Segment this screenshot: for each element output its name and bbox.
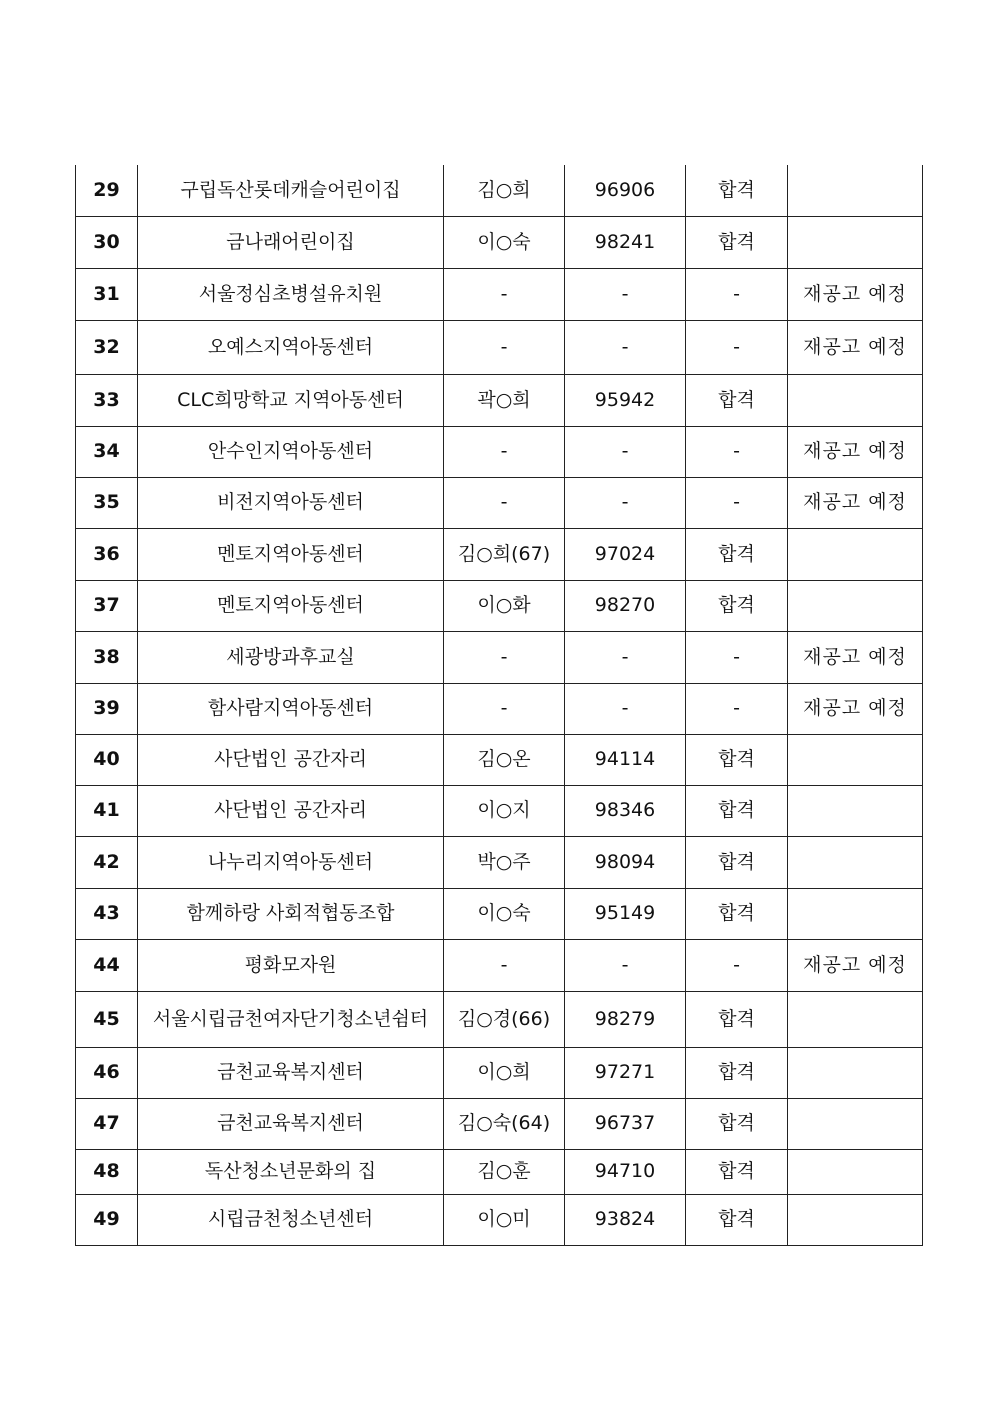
- exam-number: 98346: [565, 785, 686, 836]
- row-number: 35: [76, 477, 138, 528]
- table-row: [76, 320, 923, 374]
- remark-text: [788, 888, 923, 939]
- institution-name: 사단법인 공간자리: [138, 734, 444, 785]
- row-number: 46: [76, 1047, 138, 1098]
- row-number: 49: [76, 1194, 138, 1245]
- applicant-name: 김○희(67): [444, 528, 565, 580]
- remark-text: 재공고 예정: [788, 426, 923, 477]
- row-number: 45: [76, 991, 138, 1047]
- table-row: [76, 426, 923, 477]
- exam-number: 94710: [565, 1149, 686, 1194]
- exam-number: 96906: [565, 165, 686, 216]
- row-number: 29: [76, 165, 138, 216]
- result-status: -: [686, 683, 788, 734]
- exam-number: 95149: [565, 888, 686, 939]
- remark-text: [788, 734, 923, 785]
- row-number: 41: [76, 785, 138, 836]
- result-status: -: [686, 426, 788, 477]
- remark-text: [788, 1194, 923, 1245]
- table-row: [76, 528, 923, 580]
- exam-number: 95942: [565, 374, 686, 426]
- result-status: -: [686, 477, 788, 528]
- table-row: [76, 785, 923, 836]
- remark-text: [788, 1047, 923, 1098]
- table-row: [76, 631, 923, 683]
- row-number: 44: [76, 939, 138, 991]
- remark-text: 재공고 예정: [788, 320, 923, 374]
- result-status: 합격: [686, 734, 788, 785]
- institution-name: 구립독산롯데캐슬어린이집: [138, 165, 444, 216]
- table-row: [76, 1047, 923, 1098]
- row-number: 37: [76, 580, 138, 631]
- applicant-name: 김○온: [444, 734, 565, 785]
- exam-number: 97271: [565, 1047, 686, 1098]
- institution-name: 멘토지역아동센터: [138, 580, 444, 631]
- institution-name: 함사람지역아동센터: [138, 683, 444, 734]
- applicant-name: 김○숙(64): [444, 1098, 565, 1149]
- table-row: [76, 1194, 923, 1245]
- row-number: 33: [76, 374, 138, 426]
- row-number: 30: [76, 216, 138, 268]
- table-row: [76, 1149, 923, 1194]
- exam-number: 98241: [565, 216, 686, 268]
- table-row: [76, 939, 923, 991]
- applicant-name: -: [444, 939, 565, 991]
- applicant-name: 박○주: [444, 836, 565, 888]
- institution-name: 시립금천청소년센터: [138, 1194, 444, 1245]
- result-table: [75, 165, 923, 1246]
- result-table-body: [76, 165, 923, 1245]
- remark-text: [788, 374, 923, 426]
- result-status: -: [686, 268, 788, 320]
- applicant-name: 이○희: [444, 1047, 565, 1098]
- result-status: 합격: [686, 991, 788, 1047]
- table-row: [76, 580, 923, 631]
- institution-name: 함께하랑 사회적협동조합: [138, 888, 444, 939]
- row-number: 43: [76, 888, 138, 939]
- exam-number: -: [565, 939, 686, 991]
- result-status: 합격: [686, 1194, 788, 1245]
- applicant-name: -: [444, 268, 565, 320]
- exam-number: -: [565, 426, 686, 477]
- exam-number: 98094: [565, 836, 686, 888]
- applicant-name: 이○숙: [444, 216, 565, 268]
- result-status: 합격: [686, 374, 788, 426]
- institution-name: 평화모자원: [138, 939, 444, 991]
- applicant-name: -: [444, 477, 565, 528]
- institution-name: 오예스지역아동센터: [138, 320, 444, 374]
- table-row: [76, 683, 923, 734]
- institution-name: 금천교육복지센터: [138, 1098, 444, 1149]
- table-row: [76, 734, 923, 785]
- remark-text: [788, 991, 923, 1047]
- result-status: 합격: [686, 580, 788, 631]
- remark-text: 재공고 예정: [788, 268, 923, 320]
- exam-number: -: [565, 320, 686, 374]
- institution-name: 금천교육복지센터: [138, 1047, 444, 1098]
- row-number: 39: [76, 683, 138, 734]
- row-number: 32: [76, 320, 138, 374]
- table-row: [76, 374, 923, 426]
- applicant-name: -: [444, 683, 565, 734]
- exam-number: -: [565, 268, 686, 320]
- table-row: [76, 1098, 923, 1149]
- remark-text: [788, 1098, 923, 1149]
- result-status: 합격: [686, 888, 788, 939]
- applicant-name: 이○지: [444, 785, 565, 836]
- result-status: 합격: [686, 216, 788, 268]
- applicant-name: 이○숙: [444, 888, 565, 939]
- table-row: [76, 477, 923, 528]
- exam-number: 93824: [565, 1194, 686, 1245]
- exam-number: 98270: [565, 580, 686, 631]
- applicant-name: -: [444, 320, 565, 374]
- remark-text: [788, 165, 923, 216]
- remark-text: 재공고 예정: [788, 939, 923, 991]
- table-row: [76, 888, 923, 939]
- remark-text: [788, 216, 923, 268]
- row-number: 31: [76, 268, 138, 320]
- institution-name: 세광방과후교실: [138, 631, 444, 683]
- exam-number: -: [565, 683, 686, 734]
- table-row: [76, 991, 923, 1047]
- result-status: 합격: [686, 836, 788, 888]
- remark-text: [788, 785, 923, 836]
- result-status: 합격: [686, 165, 788, 216]
- exam-number: 94114: [565, 734, 686, 785]
- applicant-name: 김○희: [444, 165, 565, 216]
- result-status: -: [686, 320, 788, 374]
- applicant-name: 김○경(66): [444, 991, 565, 1047]
- remark-text: [788, 836, 923, 888]
- institution-name: 서울시립금천여자단기청소년쉼터: [138, 991, 444, 1047]
- institution-name: 사단법인 공간자리: [138, 785, 444, 836]
- table-row: [76, 268, 923, 320]
- applicant-name: 김○훈: [444, 1149, 565, 1194]
- institution-name: 안수인지역아동센터: [138, 426, 444, 477]
- applicant-name: 이○화: [444, 580, 565, 631]
- row-number: 36: [76, 528, 138, 580]
- applicant-name: 이○미: [444, 1194, 565, 1245]
- exam-number: 96737: [565, 1098, 686, 1149]
- remark-text: 재공고 예정: [788, 631, 923, 683]
- row-number: 40: [76, 734, 138, 785]
- applicant-name: 곽○희: [444, 374, 565, 426]
- row-number: 47: [76, 1098, 138, 1149]
- remark-text: 재공고 예정: [788, 683, 923, 734]
- institution-name: 나누리지역아동센터: [138, 836, 444, 888]
- exam-number: 98279: [565, 991, 686, 1047]
- table-row: [76, 216, 923, 268]
- institution-name: 독산청소년문화의 집: [138, 1149, 444, 1194]
- applicant-name: -: [444, 426, 565, 477]
- institution-name: 멘토지역아동센터: [138, 528, 444, 580]
- row-number: 48: [76, 1149, 138, 1194]
- exam-number: 97024: [565, 528, 686, 580]
- result-status: 합격: [686, 1149, 788, 1194]
- row-number: 38: [76, 631, 138, 683]
- exam-number: -: [565, 477, 686, 528]
- result-status: -: [686, 631, 788, 683]
- result-status: 합격: [686, 785, 788, 836]
- remark-text: 재공고 예정: [788, 477, 923, 528]
- remark-text: [788, 528, 923, 580]
- remark-text: [788, 580, 923, 631]
- remark-text: [788, 1149, 923, 1194]
- institution-name: CLC희망학교 지역아동센터: [138, 374, 444, 426]
- exam-number: -: [565, 631, 686, 683]
- institution-name: 서울정심초병설유치원: [138, 268, 444, 320]
- result-status: 합격: [686, 1047, 788, 1098]
- institution-name: 비전지역아동센터: [138, 477, 444, 528]
- result-status: 합격: [686, 1098, 788, 1149]
- applicant-name: -: [444, 631, 565, 683]
- institution-name: 금나래어린이집: [138, 216, 444, 268]
- result-status: -: [686, 939, 788, 991]
- table-row: [76, 165, 923, 216]
- table-row: [76, 836, 923, 888]
- row-number: 34: [76, 426, 138, 477]
- row-number: 42: [76, 836, 138, 888]
- result-status: 합격: [686, 528, 788, 580]
